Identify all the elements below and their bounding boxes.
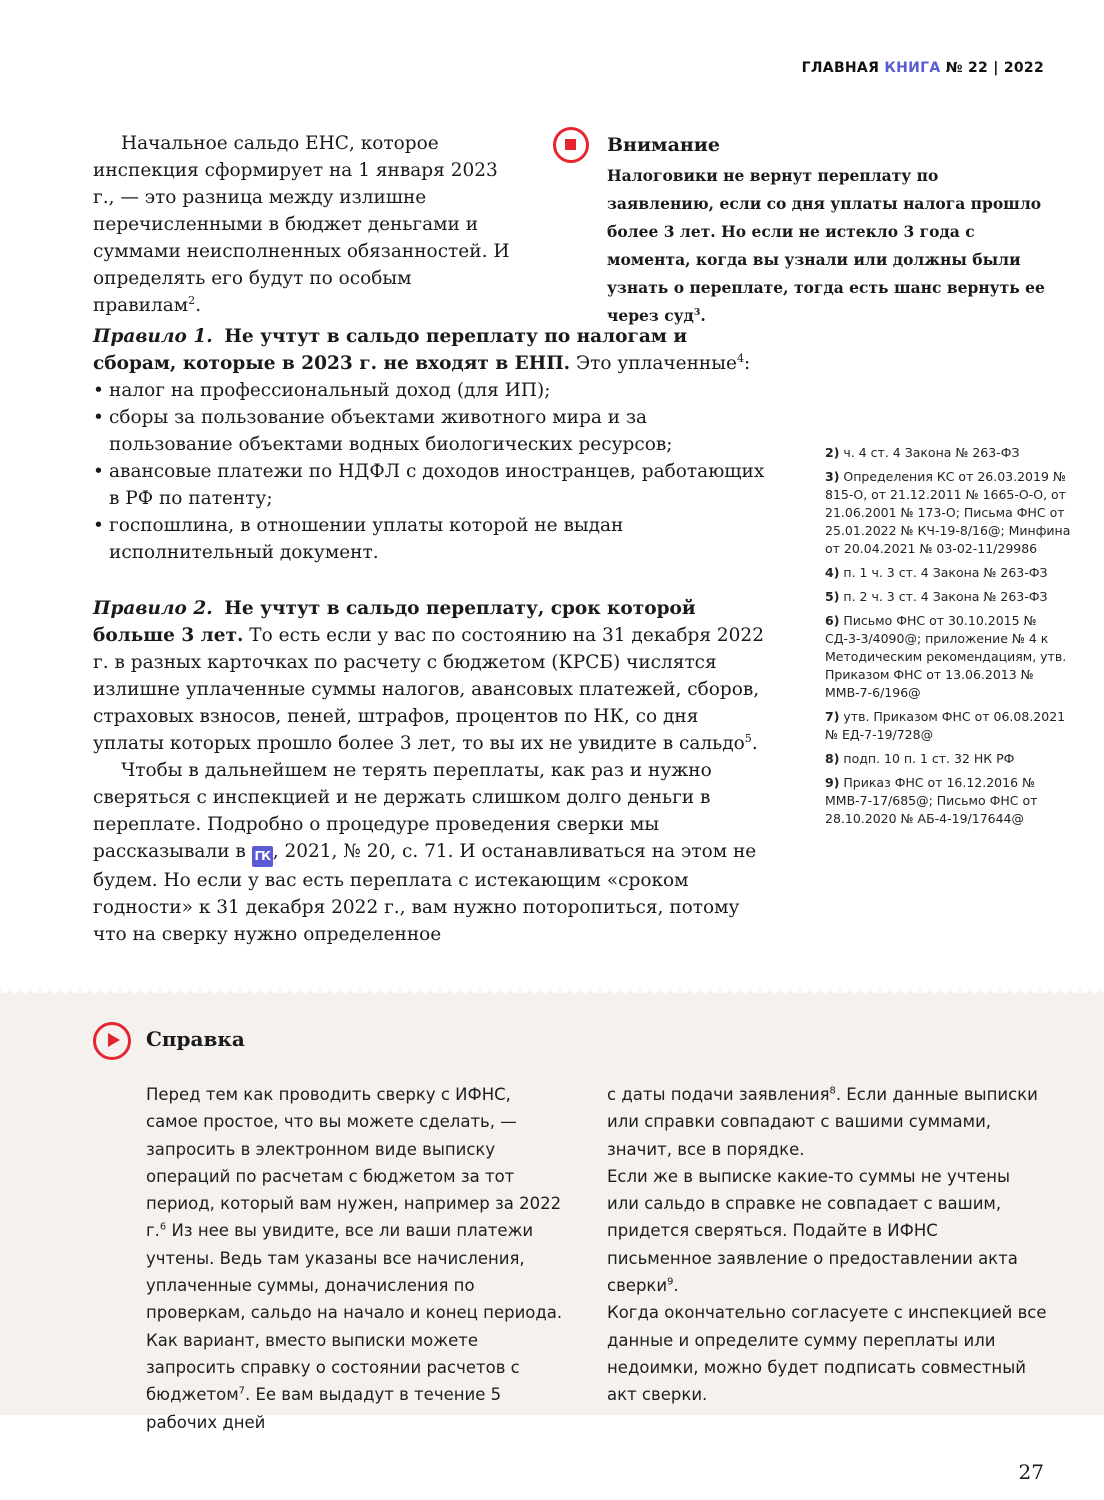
footnote (825, 774, 1075, 828)
rule-2-tail: То есть если у вас по состоянию на 31 декабря 2022 г. в разных карточках по расчету с бюджетом (КРСБ) числятся излишне уплаченные суммы налогов, авансовых платежей, сборов, страховых взносов, пеней, штрафов, процентов по НК, со дня уплаты которых прошло более 3 лет, то вы их не увидите в сальдо (93, 625, 764, 754)
footnote-number: 2) (825, 445, 840, 460)
footnote-ref[interactable]: 4 (736, 351, 744, 365)
footnote (825, 588, 1075, 606)
ref-text: Если же в выписке какие-то суммы не учтены или сальдо в справке не совпадает с вашим, придется сверяться. Подайте в ИФНС письменное заявление о предоставлении акта сверки (607, 1166, 1018, 1296)
footnote-number: 5) (825, 589, 840, 604)
intro-text: Начальное сальдо ЕНС, которое инспекция сформирует на 1 января 2023 г., — это разница между излишне перечисленными в бюджет деньгами и суммами неисполненных обязанностей. И определять его будут по особым правилам (93, 133, 510, 316)
footnote-ref[interactable]: 7 (238, 1385, 245, 1397)
footnote-text: п. 2 ч. 3 ст. 4 Закона № 263-ФЗ (843, 589, 1048, 604)
stop-icon (553, 127, 589, 163)
ref-text: Из нее вы увидите, все ли ваши платежи учтены. Ведь там указаны все начисления, уплаченные суммы, доначисления по проверкам, сальдо на начало и конец периода. Как вариант, вместо выписки можете запросить справку о состоянии расчетов с бюджетом (146, 1221, 563, 1405)
list-item: • авансовые платежи по НДФЛ с доходов иностранцев, работающих в РФ по патенту; (93, 458, 773, 512)
footnote-ref[interactable]: 6 (159, 1221, 167, 1233)
punctuation: . (700, 306, 706, 325)
footnote-ref[interactable]: 9 (667, 1276, 674, 1288)
footnote-text: п. 1 ч. 3 ст. 4 Закона № 263-ФЗ (843, 565, 1048, 580)
ref-text: . Если данные выписки или справки совпадают с вашими суммами, значит, все в порядке. (607, 1085, 1038, 1159)
reference-title: Справка (146, 1027, 245, 1051)
para-text: , 2021, № 20, с. 71. И останавливаться на этом не будем. Но если у вас есть переплата с истекающим «сроком годности» к 31 декабря 2022 г., вам нужно поторопиться, потому что на сверку нужно определенное (93, 841, 757, 945)
ref-paragraph: Когда окончательно согласуете с инспекцией все данные и определите сумму переплаты или недоимки, можно будет подписать совместный акт сверки. (607, 1303, 1047, 1405)
list-item: • госпошлина, в отношении уплаты которой не выдан исполнительный документ. (93, 512, 773, 566)
intro-paragraph (93, 130, 513, 319)
punctuation: . (195, 295, 202, 316)
masthead-issue: № 22 | 2022 (945, 60, 1044, 76)
rule-2-paragraph (93, 595, 773, 757)
gk-magazine-icon[interactable]: ГК (252, 846, 273, 867)
footnote-ref[interactable]: 2 (188, 293, 196, 307)
footnote-ref[interactable]: 3 (693, 306, 701, 318)
footnote-text: утв. Приказом ФНС от 06.08.2021 № ЕД-7-19/728@ (825, 709, 1066, 742)
rule-1-heading (93, 323, 773, 377)
masthead-brand-accent: КНИГА (884, 60, 941, 76)
rule-2-section (93, 595, 773, 757)
rule-1-label: Правило 1. (93, 326, 213, 347)
footnote-text: Приказ ФНС от 16.12.2016 № ММВ-7-17/685@; Письмо ФНС от 28.10.2020 № АБ-4-19/17644@ (825, 775, 1038, 826)
rule-1-bold: Не учтут в сальдо переплату по налогам и сборам, которые в 2023 г. не входят в ЕНП. (93, 326, 688, 374)
footnote (825, 750, 1075, 768)
footnote-number: 7) (825, 709, 840, 724)
footnote-ref[interactable]: 5 (744, 731, 752, 745)
footnote (825, 468, 1075, 558)
ref-text: . (673, 1276, 679, 1296)
masthead (802, 60, 1044, 76)
rule-1-tail: Это уплаченные (570, 353, 737, 374)
rule-2-label: Правило 2. (93, 598, 213, 619)
footnote-text: Определения КС от 26.03.2019 № 815-О, от 21.12.2011 № 1665-О-О, от 21.06.2001 № 173-О; Письма ФНС от 25.01.2022 № КЧ-19-8/16@; Минфина от 20.04.2021 № 03-02-11/29986 (825, 469, 1071, 556)
reference-right-column (607, 1081, 1047, 1409)
play-icon (93, 1022, 131, 1060)
footnote-number: 4) (825, 565, 840, 580)
ref-text: с даты подачи заявления (607, 1085, 830, 1104)
footnote-text: ч. 4 ст. 4 Закона № 263-ФЗ (843, 445, 1020, 460)
footnote-ref[interactable]: 8 (829, 1085, 836, 1097)
footnote-text: Письмо ФНС от 30.10.2015 № СД-3-3/4090@; приложение № 4 к Методическим рекомендациям, утв. Приказом ФНС от 13.06.2013 № ММВ-7-6/196@ (825, 613, 1067, 700)
list-item: • налог на профессиональный доход (для ИП); (93, 377, 773, 404)
footnote-number: 6) (825, 613, 840, 628)
page-number: 27 (1018, 1460, 1044, 1484)
attention-text (607, 162, 1047, 330)
footnote-number: 9) (825, 775, 840, 790)
rule-1-list (93, 377, 773, 566)
reference-left-column (146, 1081, 566, 1436)
ref-text: Перед тем как проводить сверку с ИФНС, самое простое, что вы можете сделать, — запросить в электронном виде выписку операций по расчетам с бюджетом за тот период, который вам нужен, например за 2022 г. (146, 1085, 562, 1241)
masthead-brand: ГЛАВНАЯ (801, 60, 880, 76)
punctuation: : (744, 353, 751, 374)
rule-2-bold: Не учтут в сальдо переплату, срок которой больше 3 лет. (93, 598, 696, 646)
reconciliation-paragraph (93, 757, 773, 948)
footnote-text: подп. 10 п. 1 ст. 32 НК РФ (843, 751, 1015, 766)
rule-1-section (93, 323, 773, 566)
footnote-number: 3) (825, 469, 840, 484)
footnote (825, 612, 1075, 702)
footnote-number: 8) (825, 751, 840, 766)
list-item: • сборы за пользование объектами животного мира и за пользование объектами водных биологических ресурсов; (93, 404, 773, 458)
para-text: Чтобы в дальнейшем не терять переплаты, как раз и нужно сверяться с инспекцией и не держать слишком долго деньги в переплате. Подробно о процедуре проведения сверки мы рассказывали в (93, 760, 712, 862)
punctuation: . (751, 733, 758, 754)
attention-title: Внимание (607, 134, 720, 156)
ref-text: . Ее вам выдадут в течение 5 рабочих дней (146, 1385, 502, 1432)
ref-paragraph (607, 1081, 1047, 1163)
footnote (825, 444, 1075, 462)
footnotes-sidebar (825, 444, 1075, 834)
footnote (825, 708, 1075, 744)
footnote (825, 564, 1075, 582)
attention-body: Налоговики не вернут переплату по заявлению, если со дня уплаты налога прошло более 3 лет. Но если не истекло 3 года с момента, когда вы узнали или должны были узнать о переплате, тогда есть шанс вернуть ее через суд (607, 166, 1045, 325)
ref-paragraph (607, 1163, 1047, 1299)
